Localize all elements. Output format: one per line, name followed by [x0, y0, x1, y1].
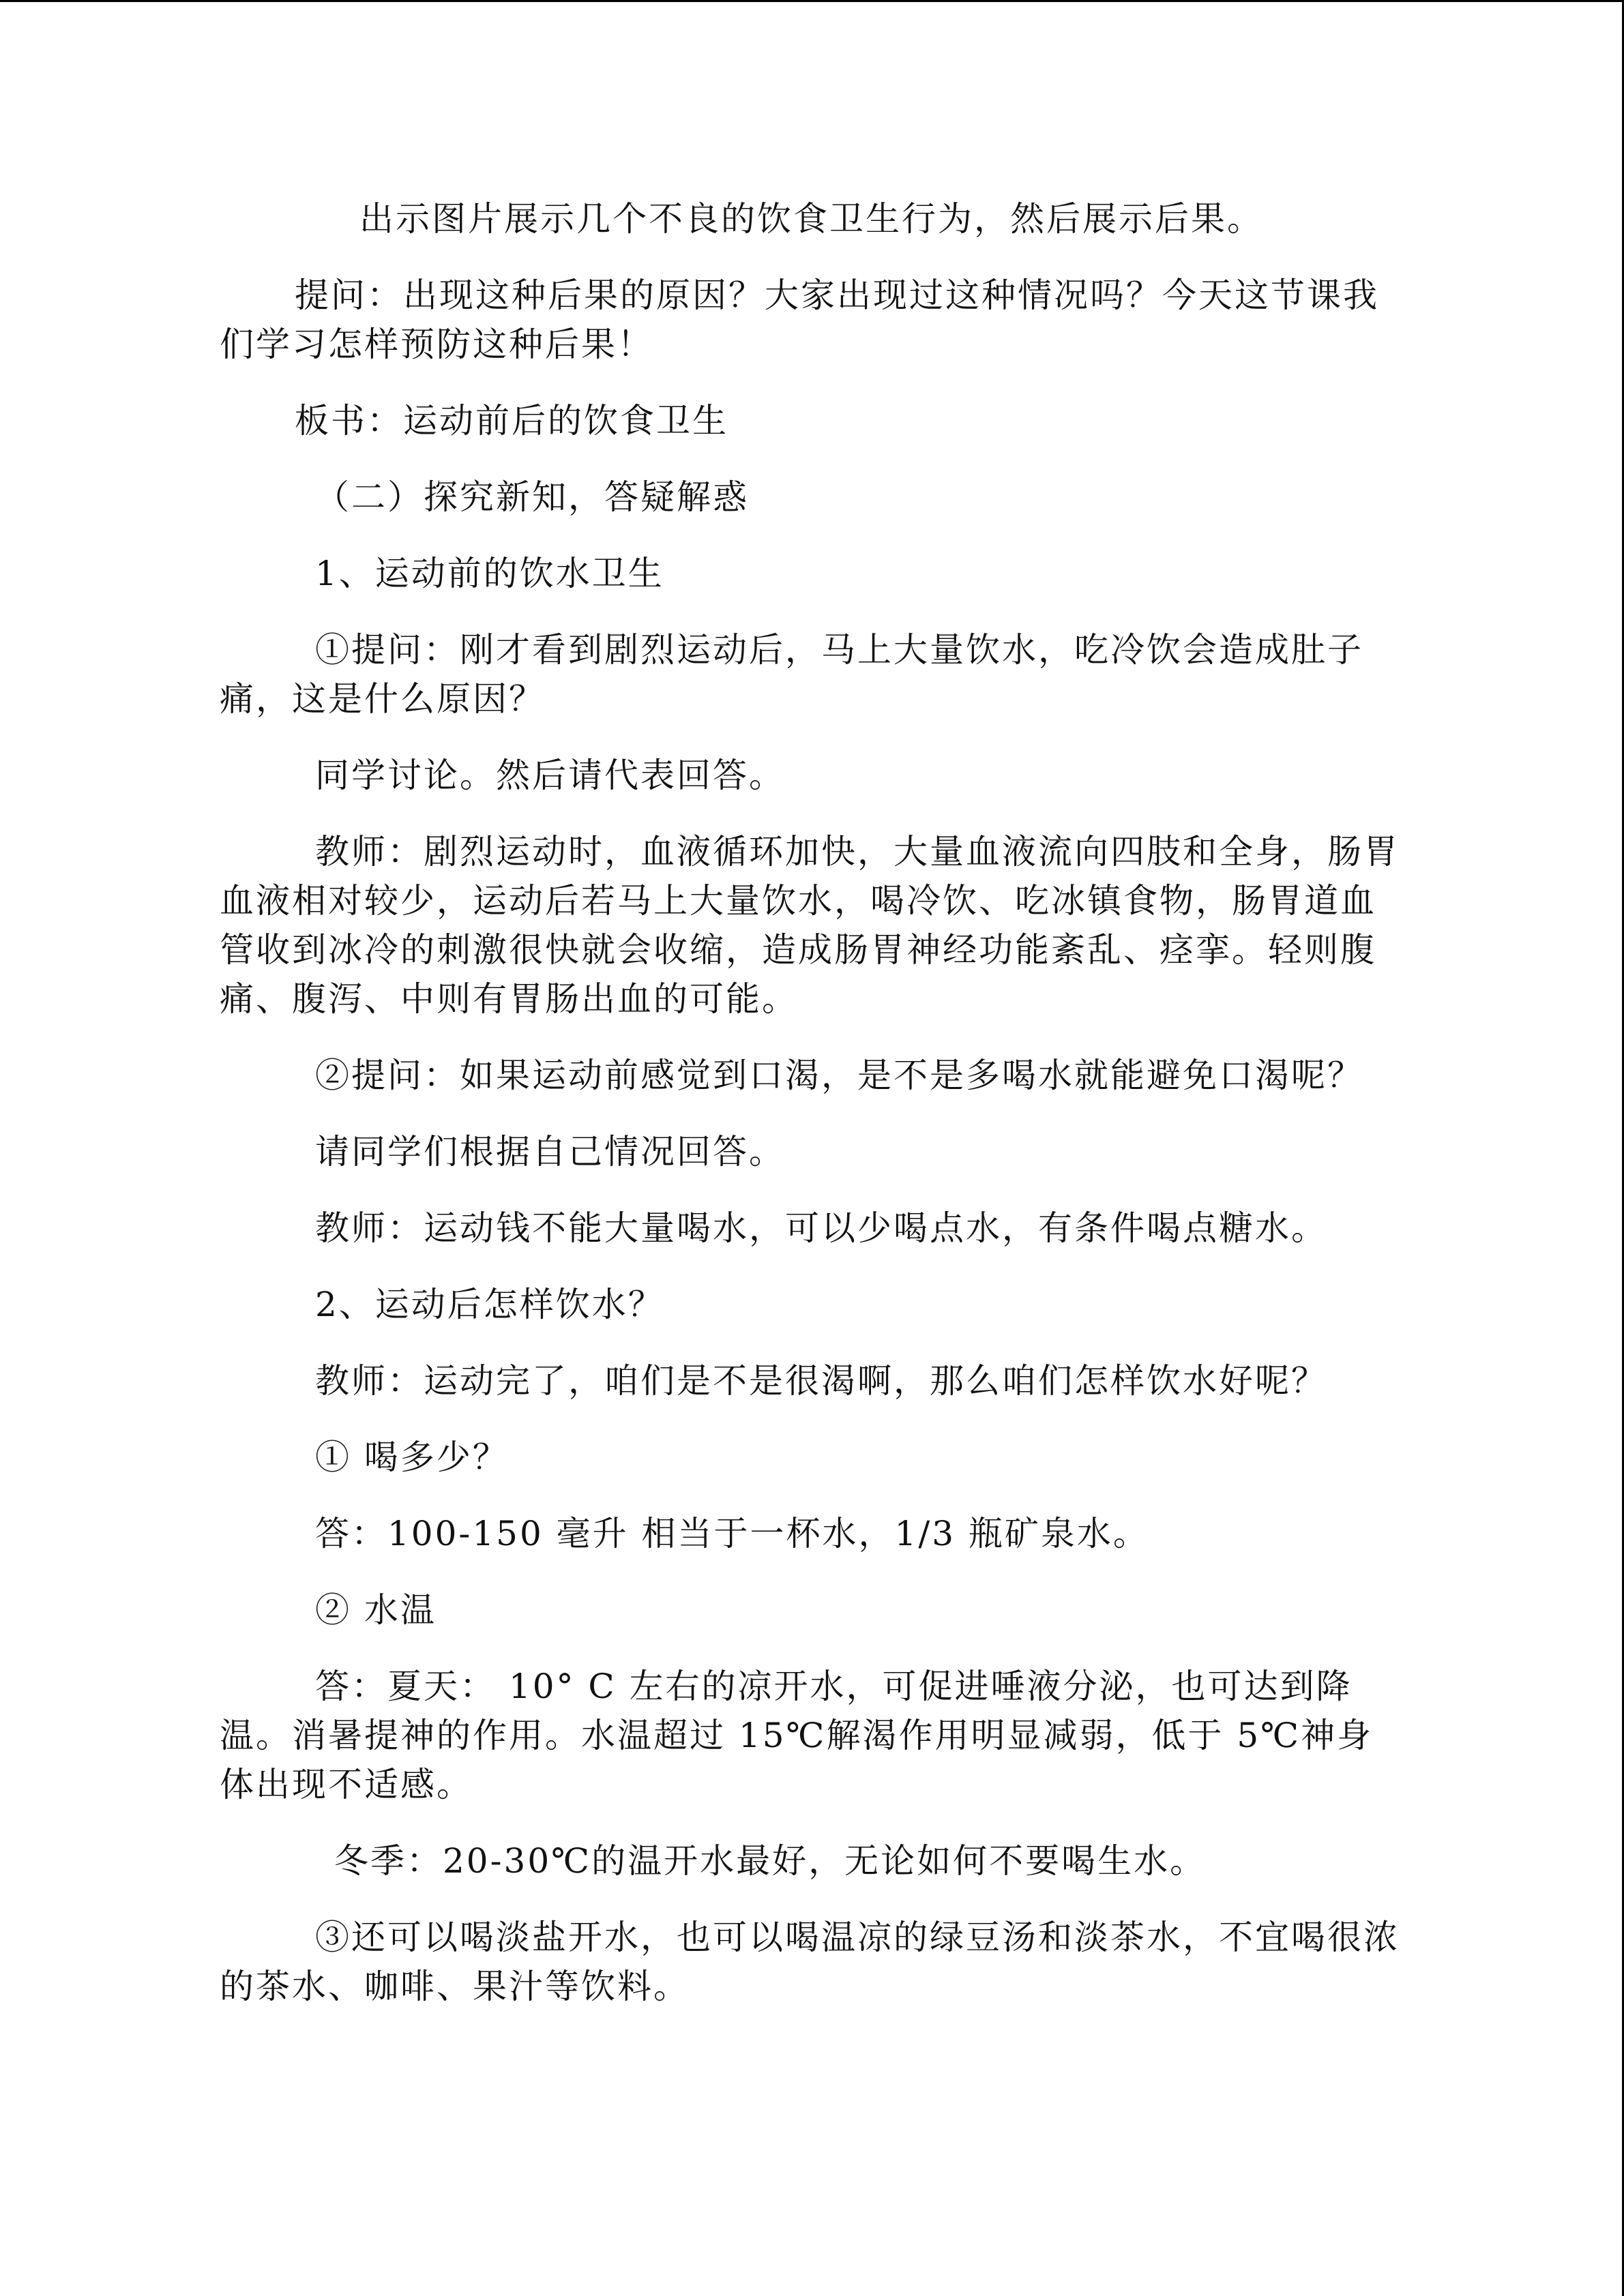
paragraph-student-answer: 请同学们根据自己情况回答。	[315, 1132, 785, 1172]
answer-summer: 答：夏天： 10° C 左右的凉开水，可促进唾液分泌，也可达到降温。消暑提神的作用。水温超过 15℃解渴作用明显减弱，低于 5℃神身体出现不适感。	[220, 1667, 1374, 1804]
paragraph-question-2: ②提问：如果运动前感觉到口渴，是不是多喝水就能避免口渴呢？	[315, 1056, 1363, 1095]
paragraph-question: 提问：出现这种后果的原因？大家出现过这种情况吗？今天这节课我们学习怎样预防这种后果！	[220, 275, 1379, 364]
paragraph-intro: 出示图片展示几个不良的饮食卫生行为，然后展示后果。	[359, 199, 1263, 239]
section-heading-explore: （二）探究新知，答疑解惑	[315, 477, 749, 517]
document-body	[220, 194, 1406, 2038]
paragraph-teacher-explanation: 教师：剧烈运动时，血液循环加快，大量血液流向四肢和全身，肠胃血液相对较少，运动后若马上大量饮水，喝冷饮、吃冰镇食物，肠胃道血管收到冰冷的刺激很快就会收缩，造成肠胃神经功能紊乱、痉挛。轻则腹痛、腹泻、中则有胃肠出血的可能。	[220, 832, 1400, 1019]
paragraph-board-title: 板书：运动前后的饮食卫生	[295, 401, 728, 441]
item-how-much: ① 喝多少？	[315, 1437, 509, 1477]
item-other-drinks: ③还可以喝淡盐开水，也可以喝温凉的绿豆汤和淡茶水，不宜喝很浓的茶水、咖啡、果汁等饮料。	[220, 1918, 1400, 2006]
answer-winter: 冬季：20-30℃的温开水最好，无论如何不要喝生水。	[334, 1841, 1207, 1881]
paragraph-teacher-advice: 教师：运动钱不能大量喝水，可以少喝点水，有条件喝点糖水。	[315, 1208, 1327, 1248]
subheading-before-exercise: 1、运动前的饮水卫生	[315, 554, 664, 593]
answer-how-much: 答：100-150 毫升 相当于一杯水，1/3 瓶矿泉水。	[315, 1514, 1149, 1553]
paragraph-teacher-question: 教师：运动完了，咱们是不是很渴啊，那么咱们怎样饮水好呢？	[315, 1361, 1327, 1401]
subheading-after-exercise: 2、运动后怎样饮水？	[315, 1285, 664, 1324]
paragraph-question-1: ①提问：刚才看到剧烈运动后，马上大量饮水，吃冷饮会造成肚子痛，这是什么原因？	[220, 630, 1363, 719]
item-water-temperature: ② 水温	[315, 1590, 437, 1630]
paragraph-discussion: 同学讨论。然后请代表回答。	[315, 756, 785, 795]
